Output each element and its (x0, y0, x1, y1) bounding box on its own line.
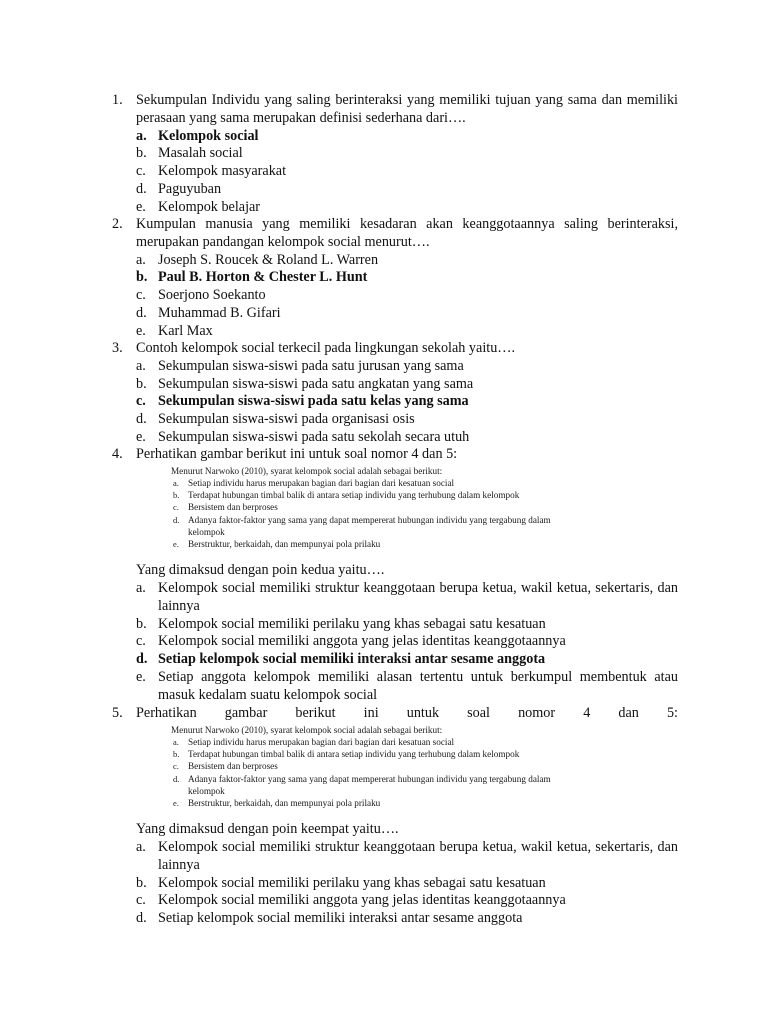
option-d (136, 910, 678, 928)
option-letter: c. (136, 633, 146, 650)
answer-options (136, 252, 678, 341)
figure-item-text: Adanya faktor-faktor yang sama yang dapat mempererat hubungan individu yang tergabung dalam kelompok (188, 514, 551, 537)
option-letter: b. (136, 874, 147, 891)
option-c (136, 633, 678, 651)
figure-intro: Menurut Narwoko (2010), syarat kelompok social adalah sebagai berikut: (171, 465, 443, 476)
option-letter: a. (136, 357, 146, 374)
figure-item-letter: a. (173, 478, 179, 488)
option-letter: c. (136, 892, 146, 909)
answer-options (136, 839, 678, 928)
question-5 (112, 705, 678, 928)
option-letter: a. (136, 127, 147, 144)
question-3 (112, 340, 678, 447)
sub-question-text: Yang dimaksud dengan poin kedua yaitu…. (136, 562, 385, 579)
figure-item (173, 736, 678, 748)
question-1 (112, 92, 678, 217)
figure-item-text: Terdapat hubungan timbal balik di antara setiap individu yang terhubung dalam kelompok (188, 490, 520, 501)
option-d (136, 181, 678, 199)
figure-excerpt (171, 465, 678, 550)
option-text: Kelompok social memiliki perilaku yang khas sebagai satu kesatuan (158, 874, 546, 891)
option-c (136, 287, 678, 305)
answer-options (136, 128, 678, 217)
option-letter: e. (136, 198, 146, 215)
figure-item-text: Setiap individu harus merupakan bagian dari bagian dari kesatuan social (188, 478, 455, 488)
option-letter: c. (136, 163, 146, 180)
option-letter: d. (136, 180, 147, 197)
option-e (136, 669, 678, 705)
figure-item-letter: c. (173, 502, 179, 513)
option-e (136, 429, 678, 447)
option-b (136, 376, 678, 394)
figure-item-letter: d. (173, 773, 180, 784)
option-text: Paguyuban (158, 180, 222, 197)
option-text: Soerjono Soekanto (158, 287, 266, 304)
answer-options (136, 580, 678, 705)
option-letter: b. (136, 269, 148, 286)
option-d (136, 305, 678, 323)
figure-item-text: Bersistem dan berproses (188, 761, 278, 772)
option-text: Setiap anggota kelompok memiliki alasan tertentu untuk berkumpul membentuk atau masuk kedalam suatu kelompok social (158, 669, 678, 703)
option-a (136, 358, 678, 376)
option-letter: d. (136, 910, 147, 927)
option-text: Sekumpulan siswa-siswi pada satu angkatan yang sama (158, 375, 474, 392)
option-letter: c. (136, 393, 146, 410)
option-text: Sekumpulan siswa-siswi pada satu kelas yang sama (158, 393, 469, 410)
option-b (136, 269, 678, 287)
question-text: Kumpulan manusia yang memiliki kesadaran akan keanggotaannya saling berinteraksi, merupakan pandangan kelompok social menurut…. (136, 216, 678, 250)
figure-item (173, 501, 678, 513)
figure-item (173, 489, 678, 501)
question-number: 1. (112, 92, 123, 108)
option-letter: e. (136, 322, 146, 339)
option-text: Karl Max (158, 322, 213, 339)
option-b (136, 616, 678, 634)
option-c (136, 163, 678, 181)
figure-item (173, 773, 678, 797)
option-text: Kelompok masyarakat (158, 163, 287, 180)
figure-item-text: Setiap individu harus merupakan bagian dari bagian dari kesatuan social (188, 737, 455, 747)
option-letter: b. (136, 375, 147, 392)
option-text: Sekumpulan siswa-siswi pada organisasi osis (158, 411, 415, 428)
figure-item (173, 538, 678, 550)
figure-excerpt (171, 724, 678, 809)
option-letter: e. (136, 669, 146, 685)
option-text: Setiap kelompok social memiliki interaksi antar sesame anggota (158, 651, 546, 668)
figure-item-letter: a. (173, 737, 179, 747)
question-number: 2. (112, 216, 123, 232)
option-b (136, 145, 678, 163)
figure-item (173, 514, 678, 538)
question-number: 5. (112, 705, 123, 721)
figure-intro: Menurut Narwoko (2010), syarat kelompok social adalah sebagai berikut: (171, 724, 443, 735)
figure-item-text: Bersistem dan berproses (188, 502, 278, 513)
figure-item-text: Adanya faktor-faktor yang sama yang dapat mempererat hubungan individu yang tergabung dalam kelompok (188, 773, 551, 796)
question-4 (112, 446, 678, 705)
option-letter: d. (136, 304, 147, 321)
figure-item (173, 760, 678, 772)
figure-item-letter: c. (173, 761, 179, 772)
option-d (136, 411, 678, 429)
sub-question-text: Yang dimaksud dengan poin keempat yaitu…. (136, 821, 399, 838)
question-number: 4. (112, 446, 123, 462)
figure-item-letter: e. (173, 539, 179, 550)
option-c (136, 892, 678, 910)
option-e (136, 199, 678, 217)
question-2 (112, 216, 678, 341)
option-a (136, 128, 678, 146)
answer-options (136, 358, 678, 447)
figure-item (173, 797, 678, 809)
figure-item-letter: b. (173, 749, 180, 760)
option-text: Kelompok social memiliki struktur keanggotaan berupa ketua, wakil ketua, sekertaris, dan lainnya (158, 839, 678, 873)
option-letter: a. (136, 251, 146, 268)
option-c (136, 393, 678, 411)
option-text: Kelompok belajar (158, 198, 261, 215)
option-d (136, 651, 678, 669)
option-text: Setiap kelompok social memiliki interaksi antar sesame anggota (158, 910, 523, 927)
option-text: Kelompok social (158, 127, 259, 144)
option-letter: c. (136, 287, 146, 304)
option-a (136, 252, 678, 270)
figure-item (173, 748, 678, 760)
option-e (136, 323, 678, 341)
option-a (136, 580, 678, 616)
option-letter: b. (136, 145, 147, 162)
figure-item (173, 477, 678, 489)
question-text: Contoh kelompok social terkecil pada lingkungan sekolah yaitu…. (136, 340, 516, 356)
question-text: Perhatikan gambar berikut ini untuk soal nomor 4 dan 5: (136, 446, 458, 462)
figure-item-text: Berstruktur, berkaidah, dan mempunyai pola prilaku (188, 539, 381, 550)
option-text: Kelompok social memiliki anggota yang jelas identitas keanggotaannya (158, 633, 566, 650)
figure-item-text: Terdapat hubungan timbal balik di antara setiap individu yang terhubung dalam kelompok (188, 749, 520, 760)
option-text: Masalah social (158, 145, 243, 162)
option-letter: d. (136, 411, 147, 428)
figure-item-text: Berstruktur, berkaidah, dan mempunyai pola prilaku (188, 798, 381, 809)
figure-item-letter: d. (173, 514, 180, 525)
option-letter: a. (136, 839, 146, 856)
option-a (136, 839, 678, 875)
figure-item-letter: e. (173, 798, 179, 809)
option-letter: e. (136, 428, 146, 445)
option-text: Kelompok social memiliki struktur keanggotaan berupa ketua, wakil ketua, sekertaris, dan lainnya (158, 580, 678, 614)
option-text: Sekumpulan siswa-siswi pada satu sekolah secara utuh (158, 428, 470, 445)
option-text: Sekumpulan siswa-siswi pada satu jurusan yang sama (158, 357, 464, 374)
figure-item-letter: b. (173, 490, 180, 501)
question-text: Sekumpulan Individu yang saling berinteraksi yang memiliki tujuan yang sama dan memiliki perasaan yang sama merupakan definisi sederhana dari…. (136, 92, 678, 126)
option-text: Kelompok social memiliki anggota yang jelas identitas keanggotaannya (158, 892, 566, 909)
option-text: Muhammad B. Gifari (158, 304, 281, 321)
option-b (136, 875, 678, 893)
option-letter: a. (136, 580, 146, 597)
option-text: Paul B. Horton & Chester L. Hunt (158, 269, 368, 286)
option-text: Kelompok social memiliki perilaku yang khas sebagai satu kesatuan (158, 615, 546, 632)
option-text: Joseph S. Roucek & Roland L. Warren (158, 251, 379, 268)
question-text: Perhatikan gambar berikut ini untuk soal nomor 4 dan 5: (136, 705, 678, 721)
question-number: 3. (112, 340, 123, 356)
option-letter: d. (136, 651, 148, 668)
option-letter: b. (136, 615, 147, 632)
